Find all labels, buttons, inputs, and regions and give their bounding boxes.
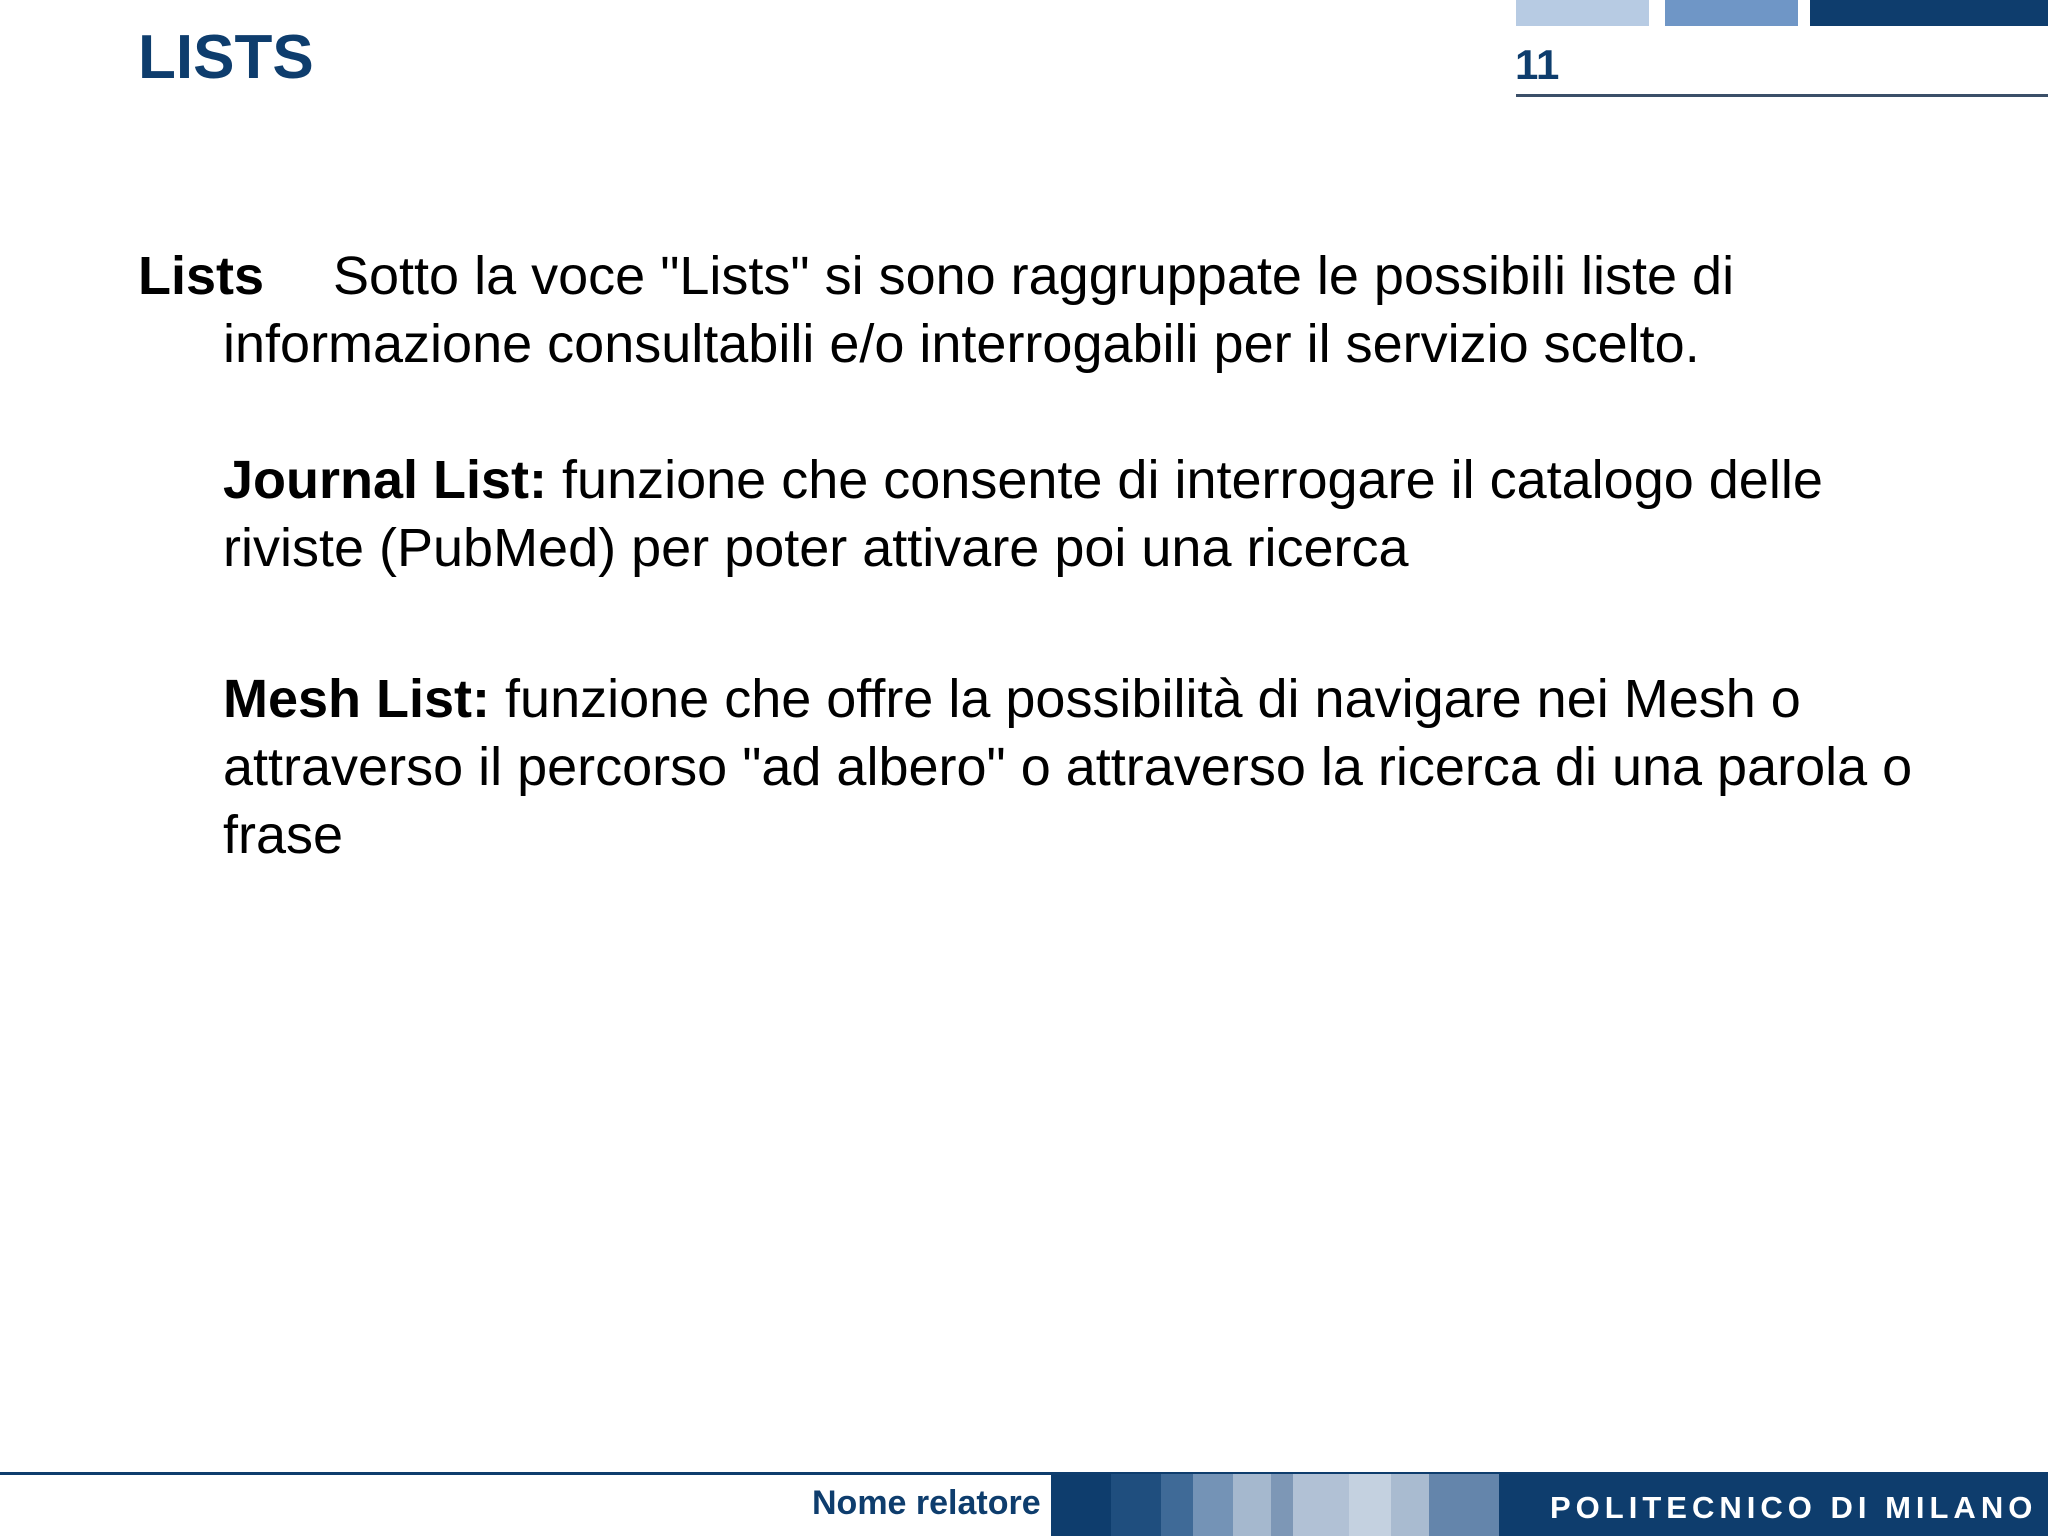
footer-strip-segment [1429,1474,1499,1536]
mesh-list-term: Mesh List: [223,669,491,729]
header-block-dark [1810,0,2048,26]
header-block-light [1516,0,1649,26]
lists-text: Sotto la voce "Lists" si sono raggruppate le possibili liste di informazione consultabili e/o interrogabili per il servizio scelto. [223,246,1735,374]
footer-strip-segment [1051,1474,1111,1536]
slide-body [138,242,1968,869]
footer-strip-segment [1349,1474,1391,1536]
footer-strip-segment [1111,1474,1161,1536]
lists-term: Lists [138,246,265,306]
footer-strip-segment [1161,1474,1193,1536]
footer-color-strip [1051,1474,1499,1536]
journal-list-term: Journal List: [223,450,548,510]
lists-paragraph [138,242,1968,378]
mesh-list-text: funzione che offre la possibilità di navigare nei Mesh o attraverso il percorso "ad albero" o attraverso la ricerca di una parola o frase [223,669,1913,865]
institution-logo-text: POLITECNICO DI MILANO [1550,1490,2038,1525]
footer-strip-segment [1193,1474,1233,1536]
mesh-list-paragraph [138,665,1968,869]
footer-strip-segment [1233,1474,1271,1536]
footer-strip-segment [1391,1474,1429,1536]
header-rule [1516,94,2048,97]
header-block-medium [1665,0,1798,26]
footer-strip-segment [1271,1474,1293,1536]
slide-title: LISTS [138,23,314,92]
page-number: 11 [1515,41,1560,88]
journal-list-paragraph [138,446,1968,582]
journal-list-text: funzione che consente di interrogare il catalogo delle riviste (PubMed) per poter attivare poi una ricerca [223,450,1823,578]
footer-speaker-name: Nome relatore [812,1484,1041,1522]
header-decoration [1516,0,2048,26]
footer-strip-segment [1293,1474,1349,1536]
